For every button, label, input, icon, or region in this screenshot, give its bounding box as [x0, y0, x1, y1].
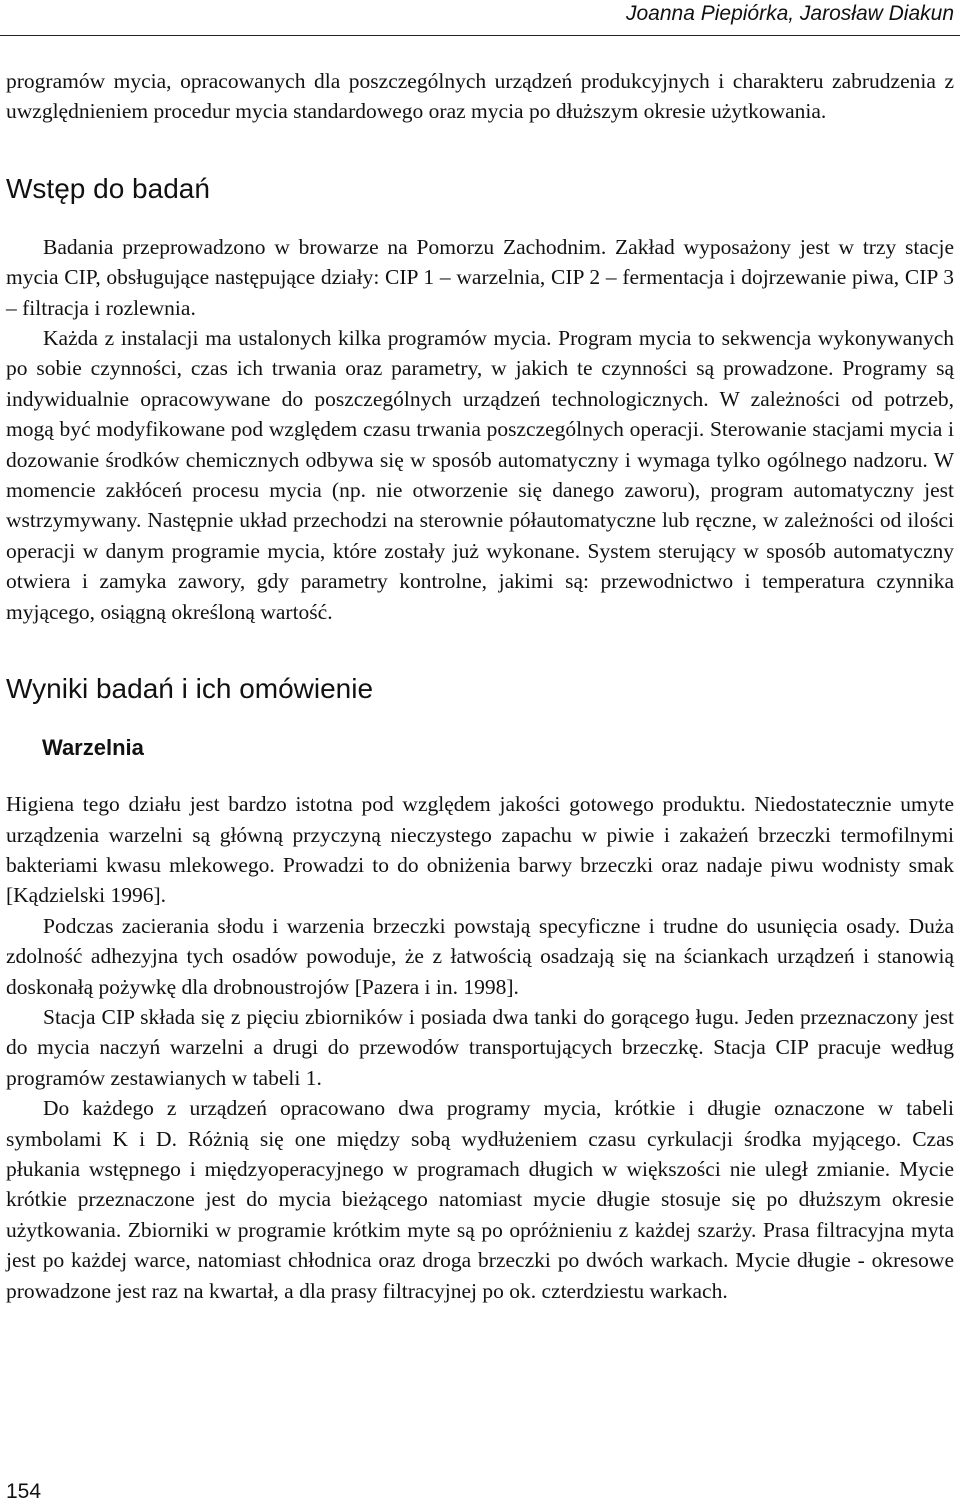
subsection-title-warzelnia: Warzelnia [42, 735, 144, 761]
wyniki-paragraph-3: Stacja CIP składa się z pięciu zbiorników i posiada dwa tanki do gorącego ługu. Jeden przeznaczony jest do mycia naczyń warzelni a drugi do przewodów transportujących brzeczkę. Stacja CIP pracuje według programów zestawianych w tabeli 1. [6, 1004, 954, 1090]
wstep-paragraph-1: Badania przeprowadzono w browarze na Pomorzu Zachodnim. Zakład wyposażony jest w trzy stacje mycia CIP, obsługujące następujące działy: CIP 1 – warzelnia, CIP 2 – fermentacja i dojrzewanie piwa, CIP 3 – filtracja i rozlewnia. [6, 234, 954, 320]
wyniki-paragraph-1: Higiena tego działu jest bardzo istotna pod względem jakości gotowego produktu. Niedostatecznie umyte urządzenia warzelni są główną przyczyną nieczystego zapachu w piwie i zakażeń brzeczki termofilnymi bakteriami kwasu mlekowego. Prowadzi to do obniżenia barwy brzeczki oraz nadaje piwu wodnisty smak [Kądzielski 1996]. [6, 792, 954, 908]
header-divider [0, 35, 960, 36]
wyniki-paragraph-2: Podczas zacierania słodu i warzenia brzeczki powstają specyficzne i trudne do usunięcia osady. Duża zdolność adhezyjna tych osadów powoduje, że z łatwością osadzają się na ściankach urządzeń i stanowią doskonałą pożywkę dla drobnoustrojów [Pazera i in. 1998]. [6, 913, 954, 999]
intro-paragraph: programów mycia, opracowanych dla poszczególnych urządzeń produkcyjnych i charakteru zabrudzenia z uwzględnieniem procedur mycia standardowego oraz mycia po dłuższym okresie użytkowania. [6, 69, 954, 124]
section-title-wyniki: Wyniki badań i ich omówienie [6, 673, 374, 705]
wstep-paragraph-2: Każda z instalacji ma ustalonych kilka programów mycia. Program mycia to sekwencja wykonywanych po sobie czynności, czas ich trwania oraz parametry, w jakich te czynności są prowadzone. Programy są indywidualnie opracowywane do poszczególnych urządzeń technologicznych. W zależności od potrzeb, mogą być modyfikowane pod względem czasu trwania poszczególnych operacji. Sterowanie stacjami mycia i dozowanie środków chemicznych odbywa się w sposób automatyczny i wymaga tylko ogólnego nadzoru. W momencie zakłóceń procesu mycia (np. nie otworzenie się danego zaworu), program automatyczny jest wstrzymywany. Następnie układ przechodzi na sterownie półautomatyczne lub ręczne, w zależności od ilości operacji w danym programie mycia, które zostały już wykonane. System sterujący w sposób automatyczny otwiera i zamyka zawory, gdy parametry kontrolne, jakimi są: przewodnictwo i temperatura czynnika myjącego, osiągną określoną wartość. [6, 326, 954, 624]
page-number: 154 [6, 1480, 42, 1503]
page-body [6, 66, 954, 1306]
running-header-authors: Joanna Piepiórka, Jarosław Diakun [625, 2, 954, 25]
wyniki-paragraph-4: Do każdego z urządzeń opracowano dwa programy mycia, krótkie i długie oznaczone w tabeli symbolami K i D. Różnią się one między sobą wydłużeniem czasu cyrkulacji środka myjącego. Czas płukania wstępnego i międzyoperacyjnego w programach długich w większości nie uległ zmianie. Mycie krótkie przeznaczone jest do mycia bieżącego natomiast mycie długie stosuje się po dłuższym okresie użytkowania. Zbiorniki w programie krótkim myte są po opróżnieniu z każdej szarży. Prasa filtracyjna myta jest po każdej warce, natomiast chłodnica oraz droga brzeczki po dwóch warkach. Mycie długie - okresowe prowadzone jest raz na kwartał, a dla prasy filtracyjnej po ok. czterdziestu warkach. [6, 1096, 954, 1303]
section-title-wstep: Wstęp do badań [6, 172, 210, 204]
